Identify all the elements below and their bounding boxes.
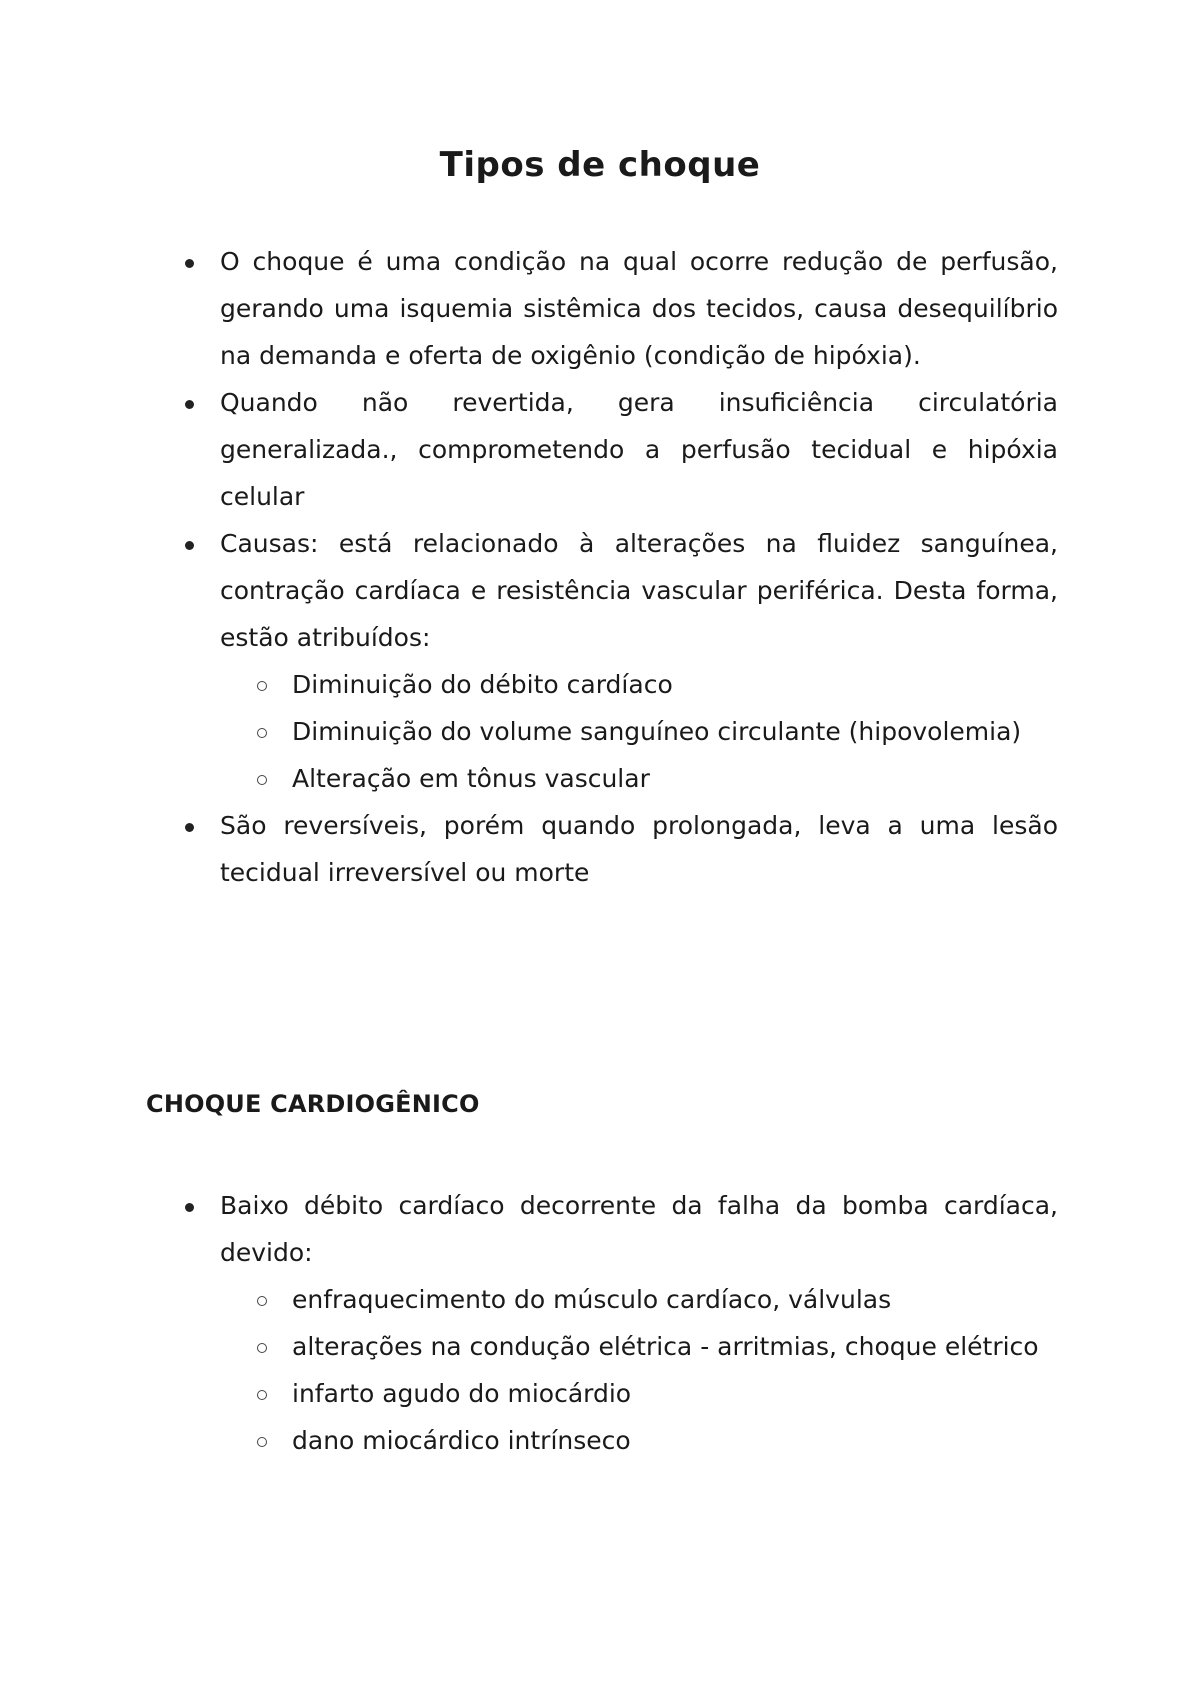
sublist-item-text: Diminuição do volume sanguíneo circulante (hipovolemia) [292,717,1022,746]
hollow-bullet-icon [257,728,267,738]
intro-bullet-list [178,238,1058,896]
bullet-icon [185,823,194,832]
sublist-item [220,1276,1058,1323]
bullet-icon [185,541,194,550]
hollow-bullet-icon [257,1390,267,1400]
list-item-text: São reversíveis, porém quando prolongada, leva a uma lesão tecidual irreversível ou morte [220,811,1058,887]
sublist-item-text: alterações na condução elétrica - arritmias, choque elétrico [292,1332,1039,1361]
hollow-bullet-icon [257,1296,267,1306]
list-item [178,379,1058,520]
list-item-text: Baixo débito cardíaco decorrente da falha da bomba cardíaca, devido: [220,1191,1058,1267]
list-item [178,802,1058,896]
list-item [178,520,1058,802]
hollow-bullet-icon [257,775,267,785]
causes-sublist [220,661,1058,802]
cardiogenic-bullet-list [178,1182,1058,1464]
sublist-item-text: enfraquecimento do músculo cardíaco, válvulas [292,1285,892,1314]
sublist-item-text: dano miocárdico intrínseco [292,1426,631,1455]
list-item [178,1182,1058,1464]
sublist-item-text: infarto agudo do miocárdio [292,1379,632,1408]
list-item-text: O choque é uma condição na qual ocorre redução de perfusão, gerando uma isquemia sistêmica dos tecidos, causa desequilíbrio na demanda e oferta de oxigênio (condição de hipóxia). [220,247,1058,370]
hollow-bullet-icon [257,1343,267,1353]
sublist-item-text: Alteração em tônus vascular [292,764,650,793]
sublist-item [220,1370,1058,1417]
page-title: Tipos de choque [439,145,761,185]
sublist-item-text: Diminuição do débito cardíaco [292,670,673,699]
bullet-icon [185,400,194,409]
cardiogenic-sublist [220,1276,1058,1464]
list-item-text: Quando não revertida, gera insuficiência circulatória generalizada., comprometendo a perfusão tecidual e hipóxia celular [220,388,1058,511]
sublist-item [220,661,1058,708]
bullet-icon [185,259,194,268]
hollow-bullet-icon [257,1437,267,1447]
section-heading: CHOQUE CARDIOGÊNICO [146,1090,480,1118]
sublist-item [220,1417,1058,1464]
list-item-text: Causas: está relacionado à alterações na fluidez sanguínea, contração cardíaca e resistência vascular periférica. Desta forma, estão atribuídos: [220,529,1058,652]
hollow-bullet-icon [257,681,267,691]
bullet-icon [185,1203,194,1212]
sublist-item [220,755,1058,802]
list-item [178,238,1058,379]
sublist-item [220,1323,1058,1370]
sublist-item [220,708,1058,755]
